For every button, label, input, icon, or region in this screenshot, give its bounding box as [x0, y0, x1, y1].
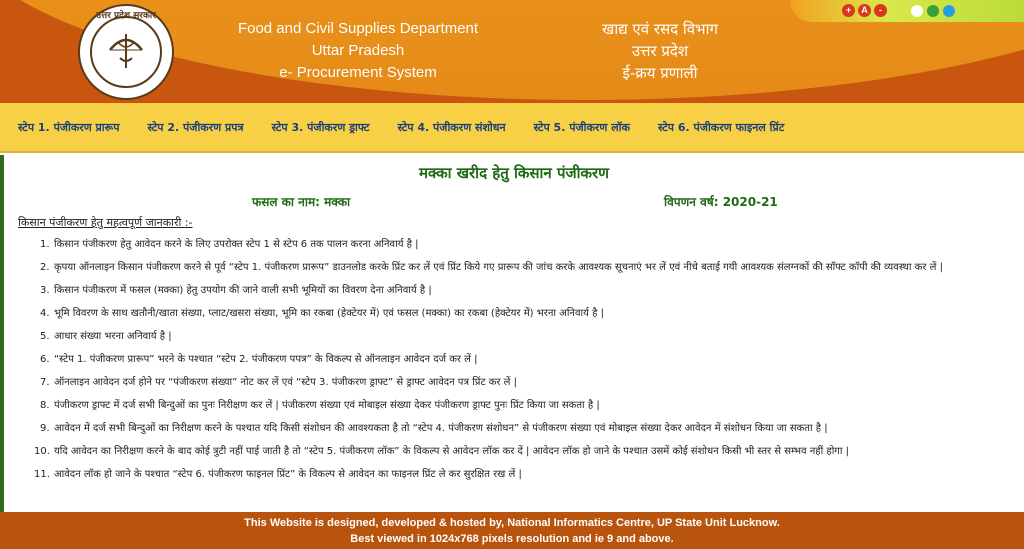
step-2-link[interactable]: स्टेप 2. पंजीकरण प्रपत्र [147, 120, 244, 134]
instruction-text: भूमि विवरण के साथ खतौनी/खाता संख्या, प्लाट/खसरा संख्या, भूमि का रकबा (हेक्टेयर में) एवं फसल (मक्का) का रकबा (हेक्टेयर में) भरना अनिवार्य है | [54, 308, 604, 319]
instruction-item [40, 375, 1020, 390]
instruction-number: 5. [40, 331, 50, 342]
instruction-text: यदि आवेदन का निरीक्षण करने के बाद कोई त्रुटी नहीं पाई जाती है तो “स्टेप 5. पंजीकरण लॉक” के विकल्प से आवेदन लॉक कर दें | आवेदन लॉक हो जाने के पश्चात उसमें कोई संशोधन किसी भी स्तर से सम्भव नहीं होगा | [54, 446, 850, 457]
site-header [0, 0, 1024, 103]
logo-text: उत्तर प्रदेश सरकार [96, 11, 156, 21]
site-footer [0, 512, 1024, 549]
instructions-list [34, 237, 1020, 490]
footer-credit: This Website is designed, developed & hosted by, National Informatics Centre, UP State Unit Lucknow. [244, 517, 780, 529]
instruction-item [40, 260, 1020, 275]
marketing-year: विपणन वर्ष: 2020-21 [664, 195, 778, 209]
instruction-item [40, 329, 1020, 344]
bow-arrow-emblem-icon [104, 28, 148, 72]
instruction-text: ऑनलाइन आवेदन दर्ज होने पर “पंजीकरण संख्या” नोट कर लें एवं “स्टेप 3. पंजीकरण ड्राफ्ट” से ड्राफ्ट आवेदन पत्र प्रिंट कर लें | [54, 377, 517, 388]
instruction-number: 10. [34, 446, 50, 457]
main-content [0, 155, 1024, 512]
instruction-text: कृपया ऑनलाइन किसान पंजीकरण करने से पूर्व “स्टेप 1. पंजीकरण प्रारूप” डाउनलोड करके प्रिंट कर लें एवं प्रिंट किये गए प्रारूप की जांच करके आवश्यक सूचनाएं भर लें एवं नीचे बताई गयी आवश्यक संलग्नकों की सॉफ्ट कॉपी की व्यवस्था कर लें | [54, 262, 943, 273]
instruction-number: 3. [40, 285, 50, 296]
instruction-number: 8. [40, 400, 50, 411]
title-hi-line-3: ई-क्रय प्रणाली [622, 64, 698, 82]
title-hi-line-2: उत्तर प्रदेश [631, 42, 689, 60]
theme-green-button[interactable] [927, 5, 939, 17]
title-en-line-1: Food and Civil Supplies Department [237, 20, 479, 37]
step-6-link[interactable]: स्टेप 6. पंजीकरण फाइनल प्रिंट [657, 120, 785, 134]
page-title: मक्का खरीद हेतु किसान पंजीकरण [419, 164, 609, 182]
info-heading: किसान पंजीकरण हेतु महत्वपूर्ण जानकारी :- [18, 216, 193, 229]
instruction-text: “स्टेप 1. पंजीकरण प्रारूप” भरने के पश्चात “स्टेप 2. पंजीकरण पपत्र” के विकल्प से ऑनलाइन आवेदन दर्ज कर लें | [54, 354, 478, 365]
instruction-number: 2. [40, 262, 50, 273]
step-4-link[interactable]: स्टेप 4. पंजीकरण संशोधन [397, 120, 506, 134]
instruction-item [40, 352, 1020, 367]
title-en-line-3: e- Procurement System [279, 64, 437, 81]
crop-name: फसल का नाम: मक्का [252, 195, 351, 209]
instruction-text: आवेदन में दर्ज सभी बिन्दुओं का निरीक्षण करने के पश्चात यदि किसी संशोधन की आवश्यकता है तो “स्टेप 4. पंजीकरण संशोधन” से पंजीकरण संख्या एवं मोबाइल संख्या देकर आवेदन में संशोधन किया जा सकता है | [54, 423, 828, 434]
instruction-item [40, 306, 1020, 321]
font-size-controls [842, 4, 887, 17]
font-reset-button[interactable]: A [858, 4, 871, 17]
step-5-link[interactable]: स्टेप 5. पंजीकरण लॉक [533, 120, 630, 134]
footer-best-viewed: Best viewed in 1024x768 pixels resolution and ie 9 and above. [350, 533, 674, 545]
step-3-link[interactable]: स्टेप 3. पंजीकरण ड्राफ्ट [271, 120, 370, 134]
header-topband [790, 0, 1024, 22]
instruction-item [40, 283, 1020, 298]
instruction-text: किसान पंजीकरण में फसल (मक्का) हेतु उपयोग की जाने वाली सभी भूमियों का विवरण देना अनिवार्य है | [54, 285, 432, 296]
theme-blue-button[interactable] [943, 5, 955, 17]
step-1-link[interactable]: स्टेप 1. पंजीकरण प्रारूप [18, 120, 120, 134]
theme-selector [911, 5, 955, 17]
font-increase-button[interactable]: + [842, 4, 855, 17]
steps-nav [0, 103, 1024, 153]
instruction-item [34, 467, 1020, 482]
instruction-text: पंजीकरण ड्राफ्ट में दर्ज सभी बिन्दुओं का पुनः निरीक्षण कर लें | पंजीकरण संख्या एवं मोबाइल संख्या देकर पंजीकरण ड्राफ्ट पुनः प्रिंट किया जा सकता है | [54, 400, 600, 411]
instruction-number: 9. [40, 423, 50, 434]
instruction-number: 11. [34, 469, 50, 480]
title-hi-line-1: खाद्य एवं रसद विभाग [602, 20, 718, 38]
instruction-item [34, 444, 1020, 459]
instruction-number: 4. [40, 308, 50, 319]
instruction-item [40, 398, 1020, 413]
instruction-item [40, 421, 1020, 436]
title-en-line-2: Uttar Pradesh [311, 42, 405, 59]
instruction-text: आधार संख्या भरना अनिवार्य है | [54, 331, 172, 342]
instruction-number: 7. [40, 377, 50, 388]
instruction-number: 6. [40, 354, 50, 365]
instruction-text: आवेदन लॉक हो जाने के पश्चात “स्टेप 6. पंजीकरण फाइनल प्रिंट” के विकल्प से आवेदन का फाइनल प्रिंट ले कर सुरक्षित रख लें | [54, 469, 522, 480]
department-title-hindi [560, 18, 760, 84]
up-govt-logo [78, 4, 174, 100]
department-title-english [218, 18, 498, 84]
instruction-number: 1. [40, 239, 50, 250]
instruction-text: किसान पंजीकरण हेतु आवेदन करने के लिए उपरोक्त स्टेप 1 से स्टेप 6 तक पालन करना अनिवार्य है | [54, 239, 419, 250]
theme-white-button[interactable] [911, 5, 923, 17]
font-decrease-button[interactable]: - [874, 4, 887, 17]
instruction-item [40, 237, 1020, 252]
